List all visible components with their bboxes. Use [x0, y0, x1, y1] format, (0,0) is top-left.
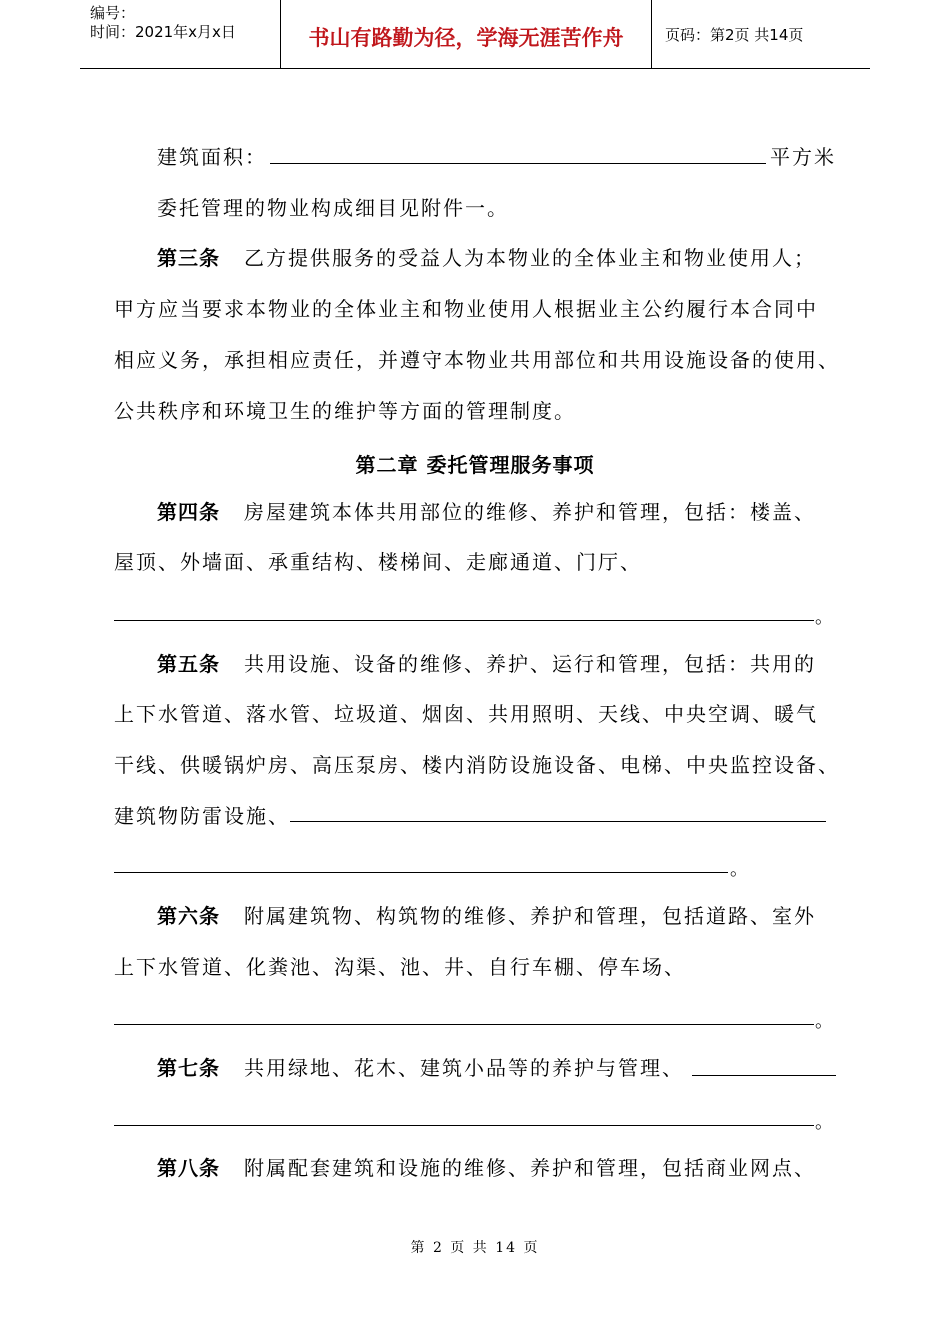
header-right-cell — [651, 0, 870, 68]
article-3-line-4: 公共秩序和环境卫生的维护等方面的管理制度。 — [114, 399, 576, 423]
article-4-line-1 — [157, 500, 816, 524]
header-motto: 书山有路勤为径，学海无涯苦作舟 — [308, 26, 624, 50]
article-4-text-1: 房屋建筑本体共用部位的维修、养护和管理，包括：楼盖、 — [244, 500, 816, 524]
page-header — [80, 0, 870, 69]
article-6-period: 。 — [815, 1011, 833, 1032]
article-7-blank-2 — [114, 1125, 814, 1126]
article-8-title: 第八条 — [157, 1156, 220, 1180]
article-3-line-1 — [157, 246, 816, 270]
article-5-line-2: 上下水管道、落水管、垃圾道、烟囱、共用照明、天线、中央空调、暖气 — [114, 702, 818, 726]
article-5-blank-2 — [114, 872, 728, 873]
header-left-cell — [80, 0, 280, 68]
header-page-label: 页码：第2页 共14页 — [665, 26, 804, 44]
article-6-title: 第六条 — [157, 904, 220, 928]
article-7-line-1 — [157, 1056, 684, 1080]
article-6-line-2: 上下水管道、化粪池、沟渠、池、井、自行车棚、停车场、 — [114, 955, 686, 979]
article-7-text-1: 共用绿地、花木、建筑小品等的养护与管理、 — [244, 1056, 684, 1080]
article-8-text-1: 附属配套建筑和设施的维修、养护和管理，包括商业网点、 — [244, 1156, 816, 1180]
article-8-line-1 — [157, 1156, 816, 1180]
article-4-period: 。 — [815, 607, 833, 628]
article-5-line-4: 建筑物防雷设施、 — [114, 804, 290, 828]
article-3-line-3: 相应义务，承担相应责任，并遵守本物业共用部位和共用设施设备的使用、 — [114, 348, 840, 372]
article-3-title: 第三条 — [157, 246, 220, 270]
article-5-title: 第五条 — [157, 652, 220, 676]
article-3-text-1: 乙方提供服务的受益人为本物业的全体业主和物业使用人； — [244, 246, 816, 270]
article-7-period: 。 — [815, 1112, 833, 1133]
article-3-line-2: 甲方应当要求本物业的全体业主和物业使用人根据业主公约履行本合同中 — [114, 297, 818, 321]
annex-line: 委托管理的物业构成细目见附件一。 — [157, 196, 509, 220]
article-4-title: 第四条 — [157, 500, 220, 524]
page-footer: 第 2 页 共 14 页 — [410, 1240, 540, 1256]
document-number-label: 编号： — [90, 4, 136, 22]
chapter-2-heading: 第二章 委托管理服务事项 — [355, 453, 595, 477]
article-5-line-1 — [157, 652, 816, 676]
article-5-line-3: 干线、供暖锅炉房、高压泵房、楼内消防设施设备、电梯、中央监控设备、 — [114, 753, 840, 777]
document-time-label: 时间：2021年x月x日 — [90, 23, 236, 41]
header-center-cell — [280, 0, 652, 68]
article-7-title: 第七条 — [157, 1056, 220, 1080]
article-6-blank — [114, 1024, 814, 1025]
article-5-blank-1 — [290, 821, 826, 822]
article-5-period: 。 — [730, 859, 748, 880]
article-4-blank — [114, 620, 814, 621]
area-blank — [270, 163, 766, 164]
area-label: 建筑面积： — [157, 145, 267, 169]
article-6-line-1 — [157, 904, 816, 928]
area-unit: 平方米 — [770, 145, 836, 169]
article-5-text-1: 共用设施、设备的维修、养护、运行和管理，包括：共用的 — [244, 652, 816, 676]
article-7-blank-1 — [692, 1075, 836, 1076]
article-6-text-1: 附属建筑物、构筑物的维修、养护和管理，包括道路、室外 — [244, 904, 816, 928]
article-4-line-2: 屋顶、外墙面、承重结构、楼梯间、走廊通道、门厅、 — [114, 550, 642, 574]
